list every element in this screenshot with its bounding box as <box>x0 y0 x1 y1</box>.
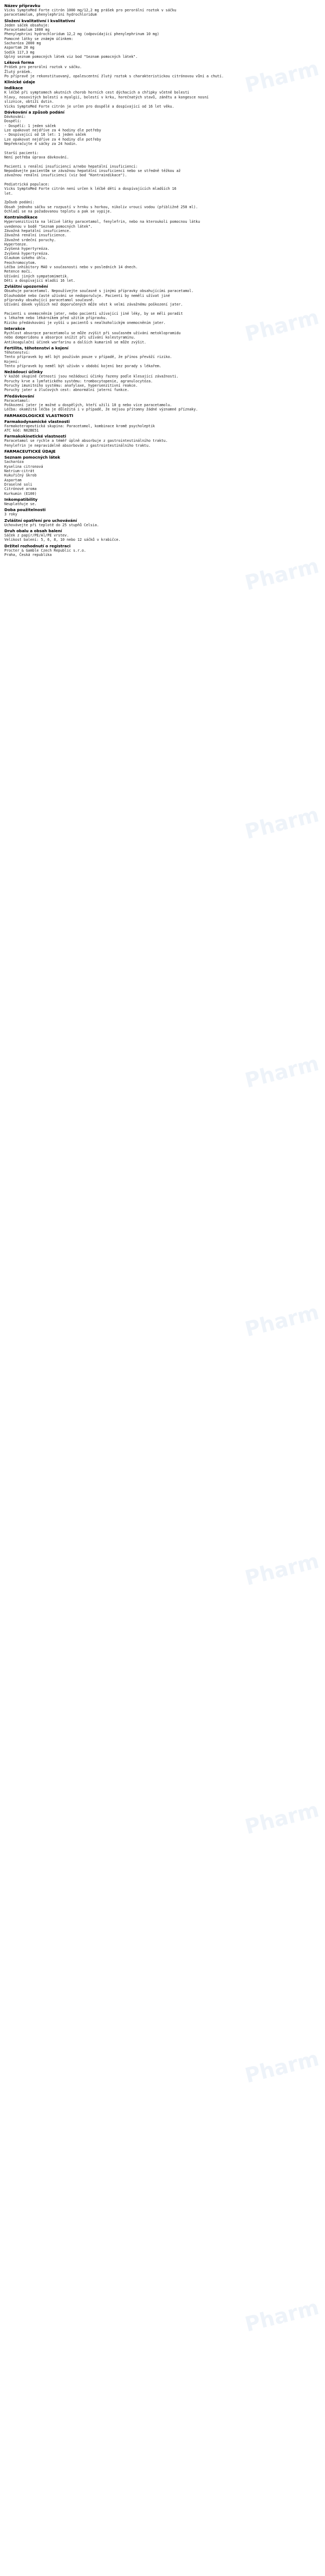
section-title: Zvláštní upozornění <box>4 284 48 289</box>
text-line: Vicks SymptoMed Forte citrón 1000 mg/12,2 mg prášek pro perorální roztok v sáčku <box>4 8 177 12</box>
text-line: Paracetamol se rychle a téměř úplně absorbuje z gastrointestinálního traktu. <box>4 439 168 443</box>
text-line: Poruchy jater a žlučových cest: abnormální jaterní funkce. <box>4 388 129 393</box>
doc-section <box>4 369 321 392</box>
text-line: sliznice, obtíží dutin. <box>4 100 54 104</box>
watermark-logo: Pharm <box>242 2295 322 2337</box>
text-line: Poruchy krve a lymfatického systému: trombocytopenie, agranulocytóza. <box>4 379 153 383</box>
text-line: přípravky obsahující paracetamol současně. <box>4 297 95 302</box>
doc-section <box>4 3 321 17</box>
doc-section <box>4 419 321 433</box>
text-line: Vicks SymptoMed Forte citrón je určen pro dospělé a dospívající od 16 let věku. <box>4 104 174 109</box>
text-line: V každé skupině četnosti jsou nežádoucí účinky řazeny podle klesající závažnosti. <box>4 374 179 379</box>
section-title: Složení kvalitativní i kvalitativní <box>4 18 75 23</box>
text-line: Obsahuje paracetamol. Nepoužívejte současně s jinými přípravky obsahujícími paracetamol. <box>4 289 194 294</box>
text-line: Ochladí se na požadovanou teplotu a pak se vypije. <box>4 209 112 214</box>
doc-section <box>4 497 321 506</box>
text-line: paracetamolum, phenylephrini hydrochloridum <box>4 12 97 17</box>
section-title: Název přípravku <box>4 3 41 8</box>
doc-section <box>4 449 321 454</box>
text-line: Uchovávejte při teplotě do 25 stupňů Celsia. <box>4 522 99 527</box>
text-line: Hypertenze. <box>4 242 28 247</box>
text-line: Dávkování: <box>4 114 26 119</box>
text-line: Kukuřičný škrob <box>4 473 37 478</box>
text-line: Hypersenzitivita na léčivé látky paracetamol, fenylefrin, nebo na kteroukoli pomocnou látku <box>4 220 200 224</box>
text-line: Velikost balení: 5, 6, 8, 10 nebo 12 sáčků v krabičce. <box>4 538 121 542</box>
text-line: Farmakoterapeutická skupina: Paracetamol, kombinace kromě psycholeptik <box>4 423 155 428</box>
section-title: Indikace <box>4 85 23 91</box>
doc-section <box>4 215 321 283</box>
text-line: Kurkumin (E100) <box>4 491 37 496</box>
doc-section <box>4 326 321 345</box>
text-line: ATC kód: N02BE51 <box>4 428 39 433</box>
text-line: Glaukom úzkého úhlu. <box>4 256 48 261</box>
text-line: Léčba inhibitory MAO v současnosti nebo v posledních 14 dnech. <box>4 264 138 269</box>
text-line: Jeden sáček obsahuje: <box>4 23 50 28</box>
text-line: Sacharóza <box>4 460 24 465</box>
doc-section <box>4 110 321 214</box>
section-title: Klinické údaje <box>4 80 35 85</box>
text-line: Riziko předávkování je vyšší u pacientů s nealkoholickým onemocněním jater. <box>4 320 166 325</box>
text-line: Dospělí: <box>4 119 22 124</box>
text-line: Phenylephrini hydrochloridum 12,2 mg (odpovídající phenylephrinum 10 mg) <box>4 32 159 37</box>
text-line: Závažná renální insuficience. <box>4 233 67 238</box>
text-line: Aspartam <box>4 478 22 482</box>
text-line: Tento přípravek by neměl být užíván v období kojení bez porady s lékařem. <box>4 364 161 369</box>
section-title: FARMACEUTICKÉ ÚDAJE <box>4 449 56 454</box>
section-title: Léková forma <box>4 60 34 65</box>
text-line: Zvýšená hypertyreóza. <box>4 251 50 256</box>
text-line: Tento přípravek by měl být používán pouze v případě, že přínos převáží riziko. <box>4 355 172 360</box>
text-line: Těhotenství: <box>4 350 30 355</box>
text-line: závažnou renální insuficiencí (viz bod "Kontraindikace"). <box>4 173 127 178</box>
watermark-logo: Pharm <box>242 1797 322 1839</box>
text-line: Draselné soli <box>4 482 32 487</box>
text-line: Kyselina citronová <box>4 464 43 469</box>
text-line: Zvýšená hypertyreóza. <box>4 247 50 251</box>
text-line: Rychlost absorpce paracetamolu se může zvýšit při současném užívání metoklopramidu <box>4 330 181 335</box>
text-line: Po přípravě je rekonstituovaný, opalescentní žlutý roztok s charakteristickou citrónovou vůní a chutí. <box>4 74 224 79</box>
doc-section <box>4 284 321 325</box>
watermark-logo: Pharm <box>242 1548 322 1591</box>
doc-section <box>4 434 321 448</box>
section-title: FARMAKOLOGICKÉ VLASTNOSTI <box>4 413 74 418</box>
text-line: Nepodávejte pacientům se závažnou hepatální insuficiencí nebo se středně těžkou až <box>4 168 181 173</box>
document-body <box>0 0 325 559</box>
text-line: Prášek pro perorální roztok v sáčku. <box>4 65 82 70</box>
text-line: Sáček z papír/PE/Al/PE vrstev. <box>4 533 69 538</box>
watermark-logo: Pharm <box>242 2046 322 2088</box>
text-line: Starší pacienti: <box>4 150 39 155</box>
doc-section <box>4 18 321 59</box>
text-line: Pediatrická populace: <box>4 182 50 187</box>
text-line: Není potřeba úprava dávkování. <box>4 155 69 160</box>
text-line: Neuplatňuje se. <box>4 501 37 506</box>
section-title: Držitel rozhodnutí o registraci <box>4 543 71 548</box>
text-line: let. <box>4 191 13 196</box>
text-line <box>4 146 321 150</box>
text-line: Úplný seznam pomocných látek viz bod "Seznam pomocných látek". <box>4 55 138 59</box>
text-line: Pacienti s onemocněním jater, nebo pacienti užívající jiné léky, by se měli poradit <box>4 311 183 316</box>
text-line <box>4 160 321 164</box>
text-line: Sacharóza 2000 mg <box>4 41 41 46</box>
doc-section <box>4 544 321 558</box>
section-title: Inkompatibility <box>4 496 38 502</box>
text-line: Užívání dávek vyšších než doporučených může vést k velmi závažnému poškození jater. <box>4 302 183 307</box>
text-line: Pomocné látky se známým účinkem: <box>4 36 74 41</box>
section-title: Seznam pomocných látek <box>4 455 61 460</box>
text-line: - Dospělí: 1 jeden sáček <box>4 123 56 128</box>
text-line: Způsob podání: <box>4 200 35 205</box>
text-line: Natrium-citrát <box>4 468 35 473</box>
section-title: Farmakokinetické vlastnosti <box>4 434 67 439</box>
text-line: Nepřekračujte 4 sáčky za 24 hodin. <box>4 141 77 146</box>
doc-section <box>4 455 321 496</box>
text-line: Poruchy imunitního systému: anafylaxe, hypersenzitivní reakce. <box>4 383 138 388</box>
text-line: Závažné srdeční poruchy. <box>4 237 56 242</box>
watermark-logo: Pharm <box>242 1300 322 1342</box>
section-title: Zvláštní opatření pro uchovávání <box>4 518 77 523</box>
text-line: Kojení: <box>4 359 20 364</box>
text-line: Sodík 117,3 mg <box>4 50 35 55</box>
text-line: Léčba: okamžitá léčba je důležitá i v případě, že nejsou přítomny žádné významné příznaky. <box>4 407 198 412</box>
section-title: Interakce <box>4 326 25 331</box>
watermark-logo: Pharm <box>242 304 322 347</box>
doc-section <box>4 85 321 108</box>
text-line: Procter & Gamble Czech Republic s.r.o. <box>4 548 86 553</box>
section-title: Nežádoucí účinky <box>4 369 43 375</box>
text-line: Pacienti s renální insuficiencí a/nebo hepatální insuficiencí: <box>4 164 138 169</box>
section-title: Druh obalu a obsah balení <box>4 528 62 533</box>
text-line: Paracetamol: <box>4 398 30 403</box>
text-line: Retence moči. <box>4 269 32 274</box>
text-line: Citrónové aroma <box>4 487 37 492</box>
doc-section <box>4 507 321 516</box>
doc-section <box>4 518 321 527</box>
text-line: Aspartam 20 mg <box>4 45 35 50</box>
text-line: Závažná hepatální insuficience. <box>4 229 72 234</box>
text-line: Paracetamolum 1000 mg <box>4 28 50 32</box>
text-line: Fenylefrin je nepravidelně absorbován z gastrointestinálního traktu. <box>4 443 151 448</box>
text-line: Poškození jater je možné u dospělých, kteří užili 10 g nebo více paracetamolu. <box>4 403 172 408</box>
text-line <box>4 307 321 312</box>
text-line: Lze opakovat nejdříve za 4 hodiny dle potřeby <box>4 137 101 142</box>
text-line: Praha, Česká republika <box>4 552 52 557</box>
text-line: Lze opakovat nejdříve za 4 hodiny dle potřeby <box>4 128 101 133</box>
text-line: Feochromocytom. <box>4 260 37 265</box>
watermark-logo: Pharm <box>242 1051 322 1093</box>
section-title: Farmakodynamické vlastnosti <box>4 419 70 424</box>
doc-section <box>4 528 321 542</box>
text-line: nebo domperidonu a absorpce snížit při užívání kolestyraminu. <box>4 335 136 340</box>
section-title: Dávkování a způsob podání <box>4 109 64 115</box>
text-line: s lékařem nebo lékárníkem před užitím přípravku. <box>4 316 108 321</box>
doc-section <box>4 394 321 412</box>
text-line: Užívání jiných sympatomimetik. <box>4 274 69 279</box>
text-line: Žlutý prášek. <box>4 69 32 74</box>
text-line: Vicks SymptoMed Forte citrón není určen k léčbě dětí a dospívajících mladších 16 <box>4 187 177 191</box>
watermark-logo: Pharm <box>242 56 322 98</box>
section-title: Doba použitelnosti <box>4 507 46 513</box>
text-line: - Dospívající od 16 let: 1 jeden sáček <box>4 133 86 137</box>
text-line: uvedenou v bodě "Seznam pomocných látek". <box>4 224 93 229</box>
text-line: Obsah jednoho sáčku se rozpustí v hrnku s horkou, nikoliv vroucí vodou (přibližně 250 ml). <box>4 204 198 209</box>
doc-section <box>4 60 321 78</box>
watermark-logo: Pharm <box>242 802 322 844</box>
doc-section <box>4 413 321 418</box>
text-line: Děti a dospívající mladší 16 let. <box>4 278 76 283</box>
text-line: Dlouhodobé nebo časté užívání se nedoporučuje. Pacienti by neměli užívat jiné <box>4 293 170 298</box>
text-line: 3 roky <box>4 512 17 517</box>
section-title: Fertilita, těhotenství a kojení <box>4 346 69 350</box>
text-line: hlavy, nosovitých bolestí a myalgií, bolestí v krku, horečnatých stavů, zánětu a kongesce nosní <box>4 95 209 100</box>
doc-section <box>4 80 321 84</box>
doc-section <box>4 346 321 368</box>
text-line <box>4 178 321 182</box>
text-line: K léčbě při symptomech akutních chorob horních cest dýchacích a chřipky včetně bolesti <box>4 90 190 95</box>
text-line <box>4 196 321 200</box>
watermark-logo: Pharm <box>242 553 322 595</box>
section-title: Předávkování <box>4 393 35 399</box>
section-title: Kontraindikace <box>4 215 38 220</box>
text-line: Antikoagulační účinek warfarinu a dalších kumarinů se může zvýšit. <box>4 340 147 345</box>
